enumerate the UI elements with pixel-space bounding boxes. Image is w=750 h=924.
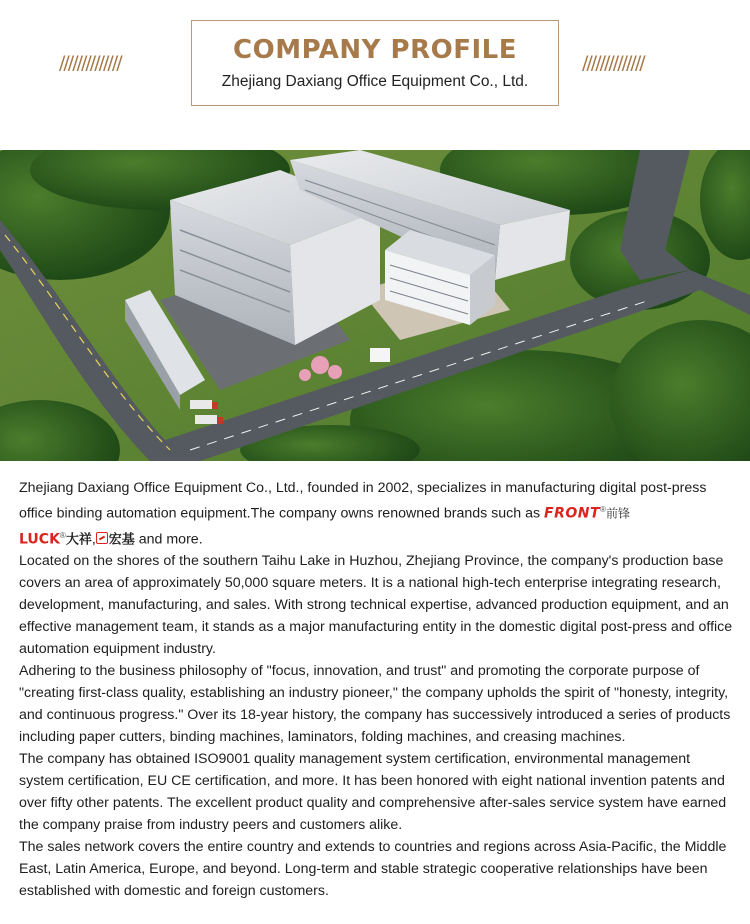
aerial-factory-image	[0, 150, 750, 461]
brand-daxiang: 大祥	[65, 531, 92, 547]
profile-header	[0, 0, 750, 150]
brand-luck-logo: LUCK	[19, 531, 60, 548]
paragraph-location: Located on the shores of the southern Taihu Lake in Huzhou, Zhejiang Province, the company's production base covers an area of approximately 50,000 square meters. It is a national high-tech enterprise integrating research, development, manufacturing, and sales. With strong technical expertise, advanced production equipment, and an effective management team, it stands as a major manufacturing entity in the domestic digital post-press and office automation equipment industry.	[19, 553, 733, 658]
trademark-mark: ®	[600, 505, 606, 514]
hongji-logo-icon	[96, 532, 108, 544]
decor-slashes-right: //////////////	[582, 52, 644, 74]
page-title: COMPANY PROFILE	[233, 35, 517, 65]
paragraph-intro	[19, 477, 735, 550]
paragraph-philosophy: Adhering to the business philosophy of "focus, innovation, and trust" and promoting the corporate purpose of "creating first-class quality, establishing an industry pioneer," the company upholds the spirit of "honesty, integrity, and continuous progress." Over its 18-year history, the company has successively introduced a series of products including paper cutters, binding machines, laminators, folding machines, and creasing machines.	[19, 663, 731, 746]
decor-slashes-left: //////////////	[59, 52, 121, 74]
company-name: Zhejiang Daxiang Office Equipment Co., Ltd.	[221, 73, 529, 90]
intro-text: Zhejiang Daxiang Office Equipment Co., Ltd., founded in 2002, specializes in manufacturing digital post-press office binding automation equipment.The company owns renowned brands such as	[19, 480, 707, 522]
intro-end: and more.	[134, 531, 203, 548]
aerial-factory-icon	[0, 150, 750, 461]
title-frame	[191, 20, 559, 106]
brand-hongji: 宏基	[108, 531, 135, 547]
paragraph-sales-network: The sales network covers the entire country and extends to countries and regions across Asia-Pacific, the Middle East, Latin America, Europe, and beyond. Long-term and stable strategic cooperative relationships have been established with domestic and foreign customers.	[19, 839, 727, 900]
brand-front-cn: 前锋	[605, 506, 630, 521]
brand-front-logo: FRONT	[544, 505, 601, 522]
brand-separator: ,	[91, 531, 96, 548]
company-description	[19, 477, 735, 902]
paragraph-certification: The company has obtained ISO9001 quality management system certification, environmental management system certification, EU CE certification, and more. It has been honored with eight national invention patents and over fifty other patents. The excellent product quality and comprehensive after-sales service system have earned the company praise from industry peers and customers alike.	[19, 751, 727, 834]
trademark-mark: ®	[59, 530, 66, 540]
